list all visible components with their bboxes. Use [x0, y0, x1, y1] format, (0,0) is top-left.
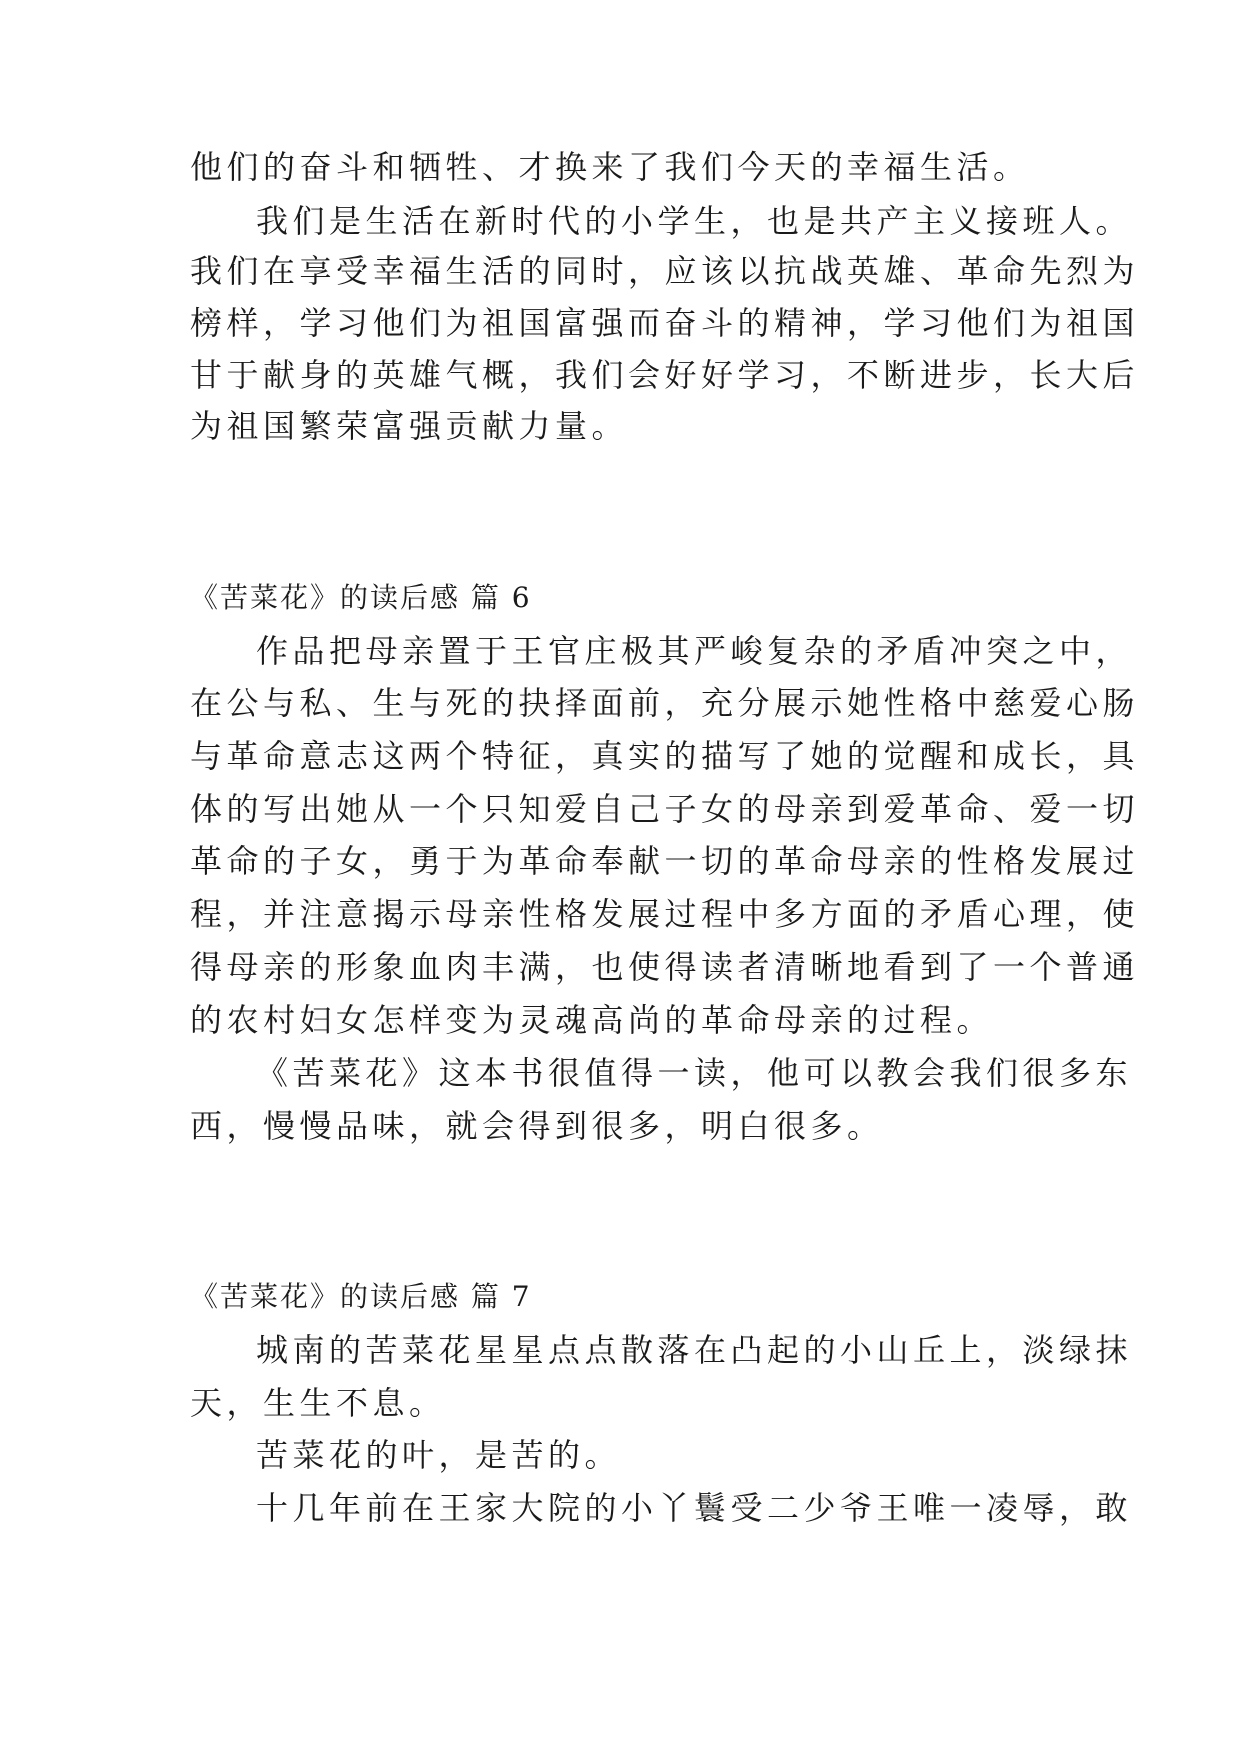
- body-line: 榜样，学习他们为祖国富强而奋斗的精神，学习他们为祖国: [190, 304, 1140, 342]
- body-line: 甘于献身的英雄气概，我们会好好学习，不断进步，长大后: [190, 356, 1140, 394]
- body-line: 作品把母亲置于王官庄极其严峻复杂的矛盾冲突之中，: [256, 632, 1133, 670]
- body-line: 我们在享受幸福生活的同时，应该以抗战英雄、革命先烈为: [190, 252, 1140, 290]
- body-line: 西，慢慢品味，就会得到很多，明白很多。: [190, 1107, 884, 1145]
- body-line: 他们的奋斗和牺牲、才换来了我们今天的幸福生活。: [190, 148, 1030, 186]
- body-line: 革命的子女，勇于为革命奉献一切的革命母亲的性格发展过: [190, 842, 1140, 880]
- body-line: 与革命意志这两个特征，真实的描写了她的觉醒和成长，具: [190, 737, 1140, 775]
- body-line: 在公与私、生与死的抉择面前，充分展示她性格中慈爱心肠: [190, 684, 1140, 722]
- body-line: 城南的苦菜花星星点点散落在凸起的小山丘上，淡绿抹: [256, 1331, 1133, 1369]
- body-line: 《苦菜花》这本书很值得一读，他可以教会我们很多东: [256, 1054, 1133, 1092]
- body-line: 体的写出她从一个只知爱自己子女的母亲到爱革命、爱一切: [190, 790, 1140, 828]
- section-heading-6: 《苦菜花》的读后感 篇 6: [190, 581, 532, 614]
- body-line: 的农村妇女怎样变为灵魂高尚的革命母亲的过程。: [190, 1001, 994, 1039]
- body-line: 为祖国繁荣富强贡献力量。: [190, 407, 629, 445]
- body-line: 苦菜花的叶，是苦的。: [256, 1436, 622, 1474]
- section-heading-7: 《苦菜花》的读后感 篇 7: [190, 1280, 532, 1313]
- body-line: 我们是生活在新时代的小学生，也是共产主义接班人。: [256, 202, 1133, 240]
- body-line: 程，并注意揭示母亲性格发展过程中多方面的矛盾心理，使: [190, 895, 1140, 933]
- body-line: 得母亲的形象血肉丰满，也使得读者清晰地看到了一个普通: [190, 948, 1140, 986]
- body-line: 天，生生不息。: [190, 1384, 446, 1422]
- body-line: 十几年前在王家大院的小丫鬟受二少爷王唯一凌辱，敢: [256, 1489, 1133, 1527]
